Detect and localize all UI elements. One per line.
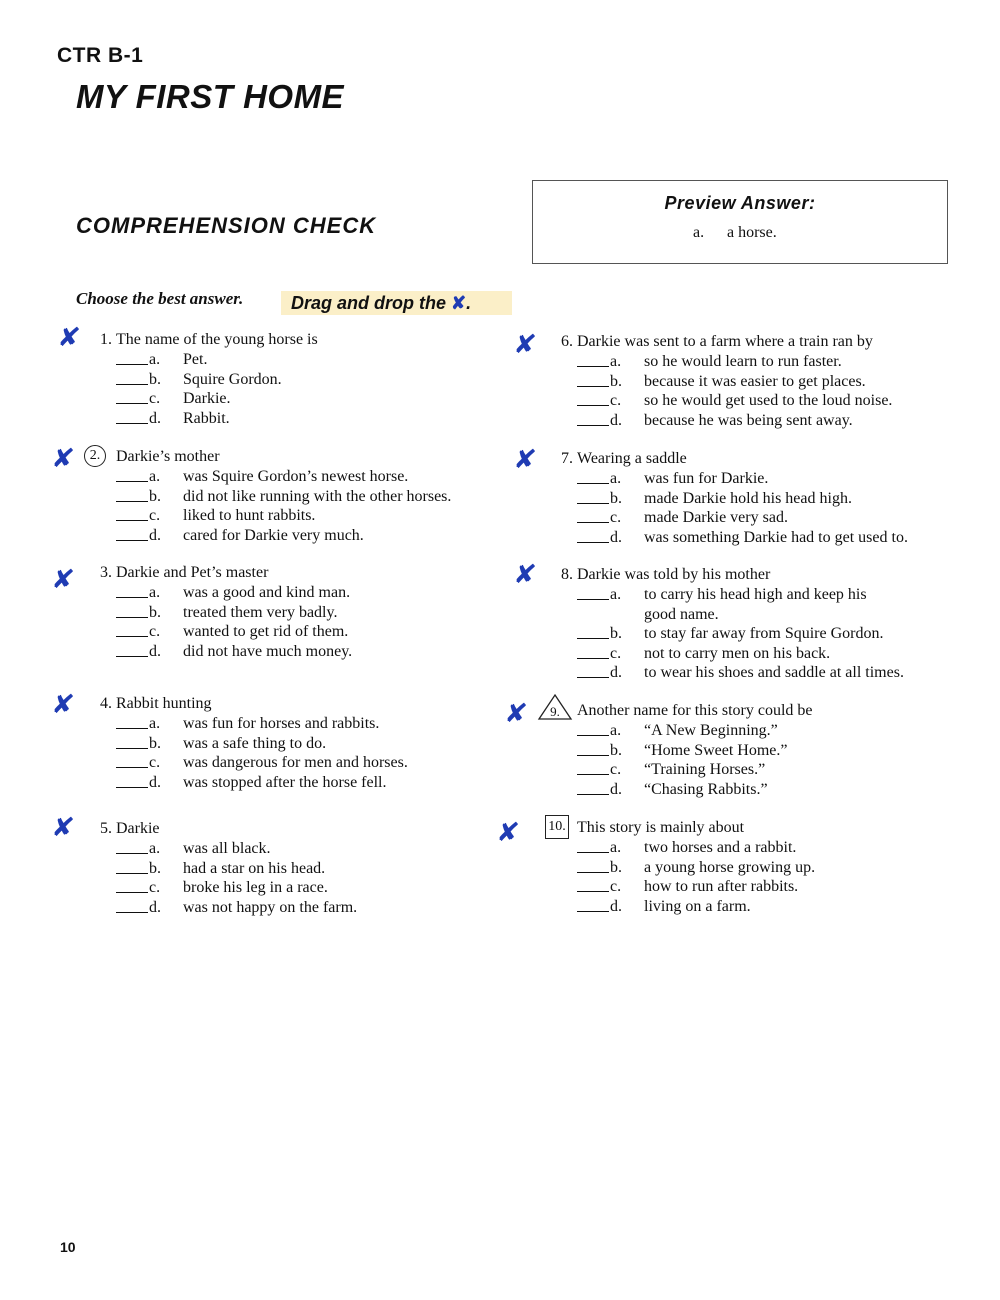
answer-option-d [116,898,357,918]
answer-option-a [577,585,904,605]
option-letter: b. [149,487,161,505]
answer-blank-drop-zone[interactable] [577,644,609,659]
option-letter: d. [149,773,161,791]
question-number: 6. [561,333,573,350]
question-1 [100,330,318,428]
option-letter: c. [610,509,622,526]
answer-blank-drop-zone[interactable] [116,898,148,913]
option-text: was not happy on the farm. [183,898,358,916]
option-text: was a safe thing to do. [183,734,327,752]
question-number: 4. [100,695,112,712]
option-letter: c. [610,644,622,662]
question-text: The name of the young horse is [116,331,318,348]
draggable-x-mark-icon[interactable]: ✘ [49,444,76,474]
draggable-x-mark-icon[interactable]: ✘ [502,699,529,729]
question-stem [548,818,815,838]
answer-option-c [577,760,813,780]
question-text: Darkie [116,820,160,837]
question-stem [100,694,408,714]
question-text: Wearing a saddle [577,450,687,467]
option-text: cared for Darkie very much. [183,526,364,544]
answer-option-d [577,528,908,548]
draggable-x-mark-icon[interactable]: ✘ [49,813,76,843]
question-5 [100,819,358,917]
answer-blank-drop-zone[interactable] [577,897,609,912]
answer-option-b [577,489,908,509]
answer-option-b [577,741,813,761]
exercise-code: CTR B-1 [57,44,144,67]
answer-option-d [116,642,352,662]
option-text: had a star on his head. [183,859,326,877]
answer-option-c [116,753,408,773]
option-text: was fun for Darkie. [644,470,769,487]
option-text: because he was being sent away. [644,411,853,429]
option-text: Rabbit. [183,409,230,427]
answer-blank-drop-zone[interactable] [577,760,609,775]
preview-answer-text: a horse. [727,224,777,241]
option-letter: c. [610,392,622,409]
answer-blank-drop-zone[interactable] [116,734,148,749]
answer-option-a [116,467,451,487]
question-text: Darkie and Pet’s master [116,564,269,581]
option-text: broke his leg in a race. [183,879,328,896]
option-text: was a good and kind man. [183,584,351,601]
answer-option-a [116,350,318,370]
option-letter: a. [610,353,622,370]
option-letter: c. [149,390,161,407]
question-number: 10. [545,815,569,839]
answer-option-c [116,506,451,526]
option-text-continued [577,605,904,625]
answer-blank-drop-zone[interactable] [116,350,148,365]
option-letter: b. [149,603,161,621]
answer-option-d [577,411,892,431]
option-text: how to run after rabbits. [644,878,799,895]
option-text: to stay far away from Squire Gordon. [644,625,884,642]
question-number-label: 9. [550,704,560,719]
answer-blank-drop-zone[interactable] [116,506,148,521]
drag-hint-text: Drag and drop the [291,293,447,313]
answer-option-c [577,644,904,664]
answer-option-b [577,372,892,392]
answer-blank-drop-zone[interactable] [116,859,148,874]
drag-hint-banner [281,291,512,315]
draggable-x-mark-icon[interactable]: ✘ [49,565,76,595]
preview-title: Preview Answer: [664,193,816,213]
option-text: “A New Beginning.” [644,722,778,739]
option-letter: b. [610,625,622,642]
question-stem [100,330,318,350]
answer-option-b [116,487,451,507]
option-text: because it was easier to get places. [644,372,866,390]
question-stem [561,449,908,469]
answer-option-c [577,391,892,411]
answer-blank-drop-zone[interactable] [577,469,609,484]
draggable-x-mark-icon[interactable]: ✘ [511,560,538,590]
question-4 [100,694,408,792]
option-text: was fun for horses and rabbits. [183,715,380,732]
option-letter: d. [610,411,622,429]
answer-blank-drop-zone[interactable] [116,467,148,482]
option-text: made Darkie hold his head high. [644,489,852,507]
answer-option-b [116,370,318,390]
question-3 [100,563,353,661]
option-text: was dangerous for men and horses. [183,754,408,771]
option-text: to wear his shoes and saddle at all times. [644,664,904,681]
question-9 [550,701,813,799]
answer-option-a [577,469,908,489]
answer-option-a [116,839,357,859]
option-letter: a. [149,351,161,368]
answer-option-a [116,583,352,603]
option-text: made Darkie very sad. [644,509,788,526]
question-stem [100,563,352,583]
question-number: 1. [100,331,112,348]
question-stem [561,565,904,585]
answer-blank-drop-zone[interactable] [116,526,148,541]
answer-blank-drop-zone[interactable] [577,585,609,600]
option-text: living on a farm. [644,897,751,915]
option-letter: c. [149,879,161,896]
answer-blank-drop-zone[interactable] [577,741,609,756]
question-number: 2. [84,445,106,467]
draggable-x-mark-icon[interactable]: ✘ [511,445,538,475]
question-stem [550,701,813,721]
answer-blank-drop-zone[interactable] [577,411,609,426]
answer-blank-drop-zone[interactable] [577,352,609,367]
answer-option-d [116,409,318,429]
answer-blank-drop-zone[interactable] [116,839,148,854]
option-letter: a. [610,470,622,487]
option-letter: d. [149,642,161,660]
answer-blank-drop-zone[interactable] [116,603,148,618]
answer-option-c [116,622,352,642]
answer-option-d [577,780,813,800]
option-letter: b. [610,741,622,759]
option-letter: d. [149,898,161,916]
question-stem [561,332,892,352]
option-text: was stopped after the horse fell. [183,773,387,791]
answer-blank-drop-zone[interactable] [116,370,148,385]
answer-option-c [577,877,815,897]
answer-blank-drop-zone[interactable] [577,858,609,873]
option-text-continuation: good name. [644,605,719,623]
option-letter: b. [610,489,622,507]
question-text: Darkie was told by his mother [577,566,771,583]
option-letter: b. [610,858,622,876]
preview-answer-box [532,180,948,264]
option-letter: d. [149,526,161,544]
draggable-x-mark-icon[interactable]: ✘ [494,818,521,848]
answer-blank-drop-zone[interactable] [577,663,609,678]
question-number [537,693,573,721]
option-text: “Chasing Rabbits.” [644,780,768,798]
drag-hint-suffix: . [466,293,472,313]
option-text: two horses and a rabbit. [644,839,797,856]
answer-blank-drop-zone[interactable] [577,838,609,853]
option-text: so he would learn to run faster. [644,353,842,370]
answer-option-a [116,714,408,734]
option-letter: a. [149,840,161,857]
question-number: 3. [100,564,112,581]
answer-option-c [577,508,908,528]
draggable-x-mark-icon[interactable]: ✘ [55,323,82,353]
question-text: Darkie was sent to a farm where a train ran by [577,333,873,350]
option-letter: a. [149,468,161,485]
draggable-x-mark-icon[interactable]: ✘ [49,690,76,720]
answer-blank-drop-zone[interactable] [116,487,148,502]
option-text: to carry his head high and keep his [644,586,867,603]
question-7 [561,449,908,547]
option-letter: d. [610,528,622,546]
answer-blank-drop-zone[interactable] [577,489,609,504]
x-mark-icon: ✘ [451,293,467,313]
option-text: Pet. [183,351,208,368]
option-text: “Home Sweet Home.” [644,741,788,759]
answer-blank-drop-zone[interactable] [577,780,609,795]
question-number: 5. [100,820,112,837]
option-text: treated them very badly. [183,603,338,621]
option-text: so he would get used to the loud noise. [644,392,893,409]
option-text: not to carry men on his back. [644,644,831,662]
page-title: MY FIRST HOME [76,78,345,115]
option-text: did not like running with the other horses. [183,487,452,505]
option-text: was something Darkie had to get used to. [644,528,908,546]
option-letter: d. [610,897,622,915]
answer-blank-drop-zone[interactable] [116,583,148,598]
option-letter: c. [149,623,161,640]
instruction: Choose the best answer. [76,289,244,308]
answer-option-b [577,858,815,878]
answer-blank-drop-zone[interactable] [577,528,609,543]
answer-blank-drop-zone[interactable] [577,508,609,523]
option-letter: b. [610,372,622,390]
answer-option-c [116,389,318,409]
answer-option-d [577,897,815,917]
option-text: wanted to get rid of them. [183,623,349,640]
option-letter: c. [610,878,622,895]
option-text: did not have much money. [183,642,353,660]
option-letter: b. [149,859,161,877]
question-number: 8. [561,566,573,583]
preview-answer-letter: a. [693,224,705,241]
answer-blank-drop-zone[interactable] [577,721,609,736]
answer-blank-drop-zone[interactable] [577,391,609,406]
answer-blank-drop-zone[interactable] [116,409,148,424]
question-2 [89,447,452,545]
question-number: 7. [561,450,573,467]
answer-blank-drop-zone[interactable] [116,642,148,657]
option-text: Darkie. [183,390,231,407]
option-letter: b. [149,370,161,388]
question-stem [89,447,451,467]
option-text: Squire Gordon. [183,370,282,388]
answer-blank-drop-zone[interactable] [577,877,609,892]
answer-blank-drop-zone[interactable] [116,714,148,729]
answer-option-a [577,352,892,372]
answer-option-b [116,734,408,754]
answer-blank-drop-zone[interactable] [116,878,148,893]
answer-blank-drop-zone[interactable] [116,753,148,768]
question-text: This story is mainly about [577,819,745,836]
option-text: was all black. [183,840,271,857]
option-text: was Squire Gordon’s newest horse. [183,468,409,485]
answer-option-b [116,603,352,623]
option-text: “Training Horses.” [644,761,766,778]
question-text: Darkie’s mother [116,448,220,465]
option-text: a young horse growing up. [644,858,816,876]
question-stem [100,819,357,839]
answer-option-b [116,859,357,879]
answer-option-d [577,663,904,683]
question-6 [561,332,893,430]
option-letter: a. [149,715,161,732]
answer-option-b [577,624,904,644]
answer-blank-drop-zone[interactable] [116,389,148,404]
answer-option-c [116,878,357,898]
question-text: Rabbit hunting [116,695,212,712]
option-letter: d. [610,780,622,798]
answer-option-d [116,773,408,793]
draggable-x-mark-icon[interactable]: ✘ [511,330,538,360]
option-letter: b. [149,734,161,752]
option-letter: d. [149,409,161,427]
option-letter: c. [149,754,161,771]
question-text: Another name for this story could be [577,702,813,719]
option-letter: a. [149,584,161,601]
option-letter: a. [610,586,622,603]
answer-option-d [116,526,451,546]
option-letter: a. [610,722,622,739]
answer-blank-drop-zone[interactable] [577,624,609,639]
question-10 [548,818,816,916]
page-number: 10 [60,1239,76,1255]
option-text: liked to hunt rabbits. [183,507,316,524]
answer-option-a [577,838,815,858]
option-letter: c. [149,507,161,524]
question-8 [561,565,904,683]
preview-answer [693,224,777,242]
answer-blank-drop-zone[interactable] [577,372,609,387]
option-letter: a. [610,839,622,856]
answer-blank-drop-zone[interactable] [116,773,148,788]
option-letter: c. [610,761,622,778]
answer-blank-drop-zone[interactable] [116,622,148,637]
option-letter: d. [610,664,622,681]
section-title: COMPREHENSION CHECK [76,213,377,238]
answer-option-a [577,721,813,741]
